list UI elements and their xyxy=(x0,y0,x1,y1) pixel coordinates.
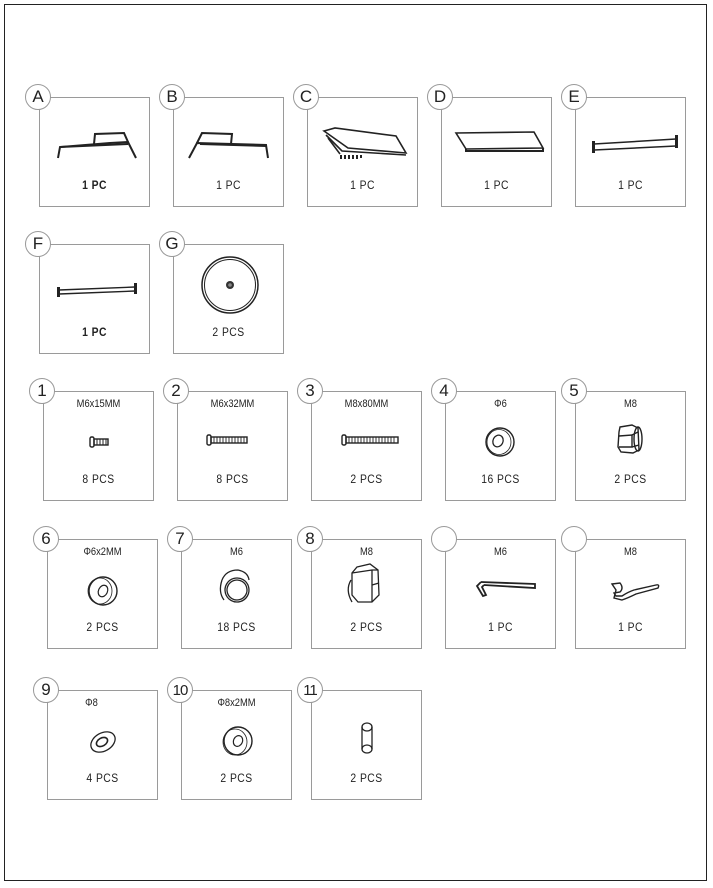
part-label-badge: 2 xyxy=(163,378,189,404)
part-label-badge: 7 xyxy=(167,526,193,552)
part-quantity: 1 PC xyxy=(82,180,107,192)
part-quantity: 1 PC xyxy=(350,180,375,192)
hardware-1 xyxy=(37,381,154,501)
part-c xyxy=(299,87,418,207)
part-quantity: 2 PCS xyxy=(614,474,647,486)
part-label-badge: 10 xyxy=(167,677,193,703)
hardware-4 xyxy=(439,381,556,501)
part-quantity: 4 PCS xyxy=(86,773,119,785)
hardware-allen-key xyxy=(445,539,556,649)
hardware-2 xyxy=(171,381,288,501)
hardware-wrench xyxy=(575,539,686,649)
part-a xyxy=(32,87,150,207)
hardware-6 xyxy=(41,529,158,649)
hardware-5 xyxy=(569,381,686,501)
part-spec: M6 xyxy=(230,546,243,558)
part-quantity: 2 PCS xyxy=(350,773,383,785)
part-quantity: 1 PC xyxy=(484,180,509,192)
hardware-3 xyxy=(305,381,422,501)
part-quantity: 1 PC xyxy=(216,180,241,192)
part-spec: M8 xyxy=(360,546,373,558)
hardware-11 xyxy=(303,681,422,800)
part-spec: M6x32MM xyxy=(210,398,255,410)
part-quantity: 1 PC xyxy=(82,327,107,339)
part-f xyxy=(32,234,150,354)
hardware-10 xyxy=(172,681,292,800)
hardware-9 xyxy=(41,680,158,800)
part-spec: M8 xyxy=(624,546,637,558)
part-quantity: 2 PCS xyxy=(212,327,245,339)
part-label-badge: 5 xyxy=(561,378,587,404)
part-label-badge: 4 xyxy=(431,378,457,404)
part-label-badge: 11 xyxy=(297,677,323,703)
part-label-badge: B xyxy=(159,84,185,110)
hardware-7 xyxy=(175,529,292,649)
part-label-badge: E xyxy=(561,84,587,110)
part-g xyxy=(165,234,284,354)
part-label-badge: 3 xyxy=(297,378,323,404)
part-label-badge: F xyxy=(25,231,51,257)
part-label-badge: D xyxy=(427,84,453,110)
part-spec: Φ6x2MM xyxy=(83,546,122,558)
part-e xyxy=(568,87,686,207)
part-label-badge: 1 xyxy=(29,378,55,404)
part-spec: Φ6 xyxy=(494,398,507,410)
part-spec: M8x80MM xyxy=(344,398,389,410)
part-quantity: 18 PCS xyxy=(217,622,256,634)
part-quantity: 1 PC xyxy=(488,622,513,634)
part-label-badge xyxy=(561,526,587,552)
part-label-badge: G xyxy=(159,231,185,257)
part-quantity: 1 PC xyxy=(618,180,643,192)
part-quantity: 2 PCS xyxy=(86,622,119,634)
part-label-badge: C xyxy=(293,84,319,110)
part-b xyxy=(166,87,284,207)
part-quantity: 2 PCS xyxy=(220,773,253,785)
part-quantity: 2 PCS xyxy=(350,622,383,634)
part-quantity: 1 PC xyxy=(618,622,643,634)
part-quantity: 8 PCS xyxy=(82,474,115,486)
part-spec: M6x15MM xyxy=(76,398,121,410)
part-label-badge: 8 xyxy=(297,526,323,552)
part-quantity: 8 PCS xyxy=(216,474,249,486)
part-quantity: 2 PCS xyxy=(350,474,383,486)
hardware-8 xyxy=(305,529,422,649)
part-spec: Φ8x2MM xyxy=(217,697,256,709)
part-quantity: 16 PCS xyxy=(481,474,520,486)
part-label-badge: 6 xyxy=(33,526,59,552)
part-label-badge xyxy=(431,526,457,552)
part-spec: M6 xyxy=(494,546,507,558)
part-d xyxy=(433,87,552,207)
part-label-badge: 9 xyxy=(33,677,59,703)
part-label-badge: A xyxy=(25,84,51,110)
part-spec: M8 xyxy=(624,398,637,410)
part-spec: Φ8 xyxy=(85,697,98,709)
